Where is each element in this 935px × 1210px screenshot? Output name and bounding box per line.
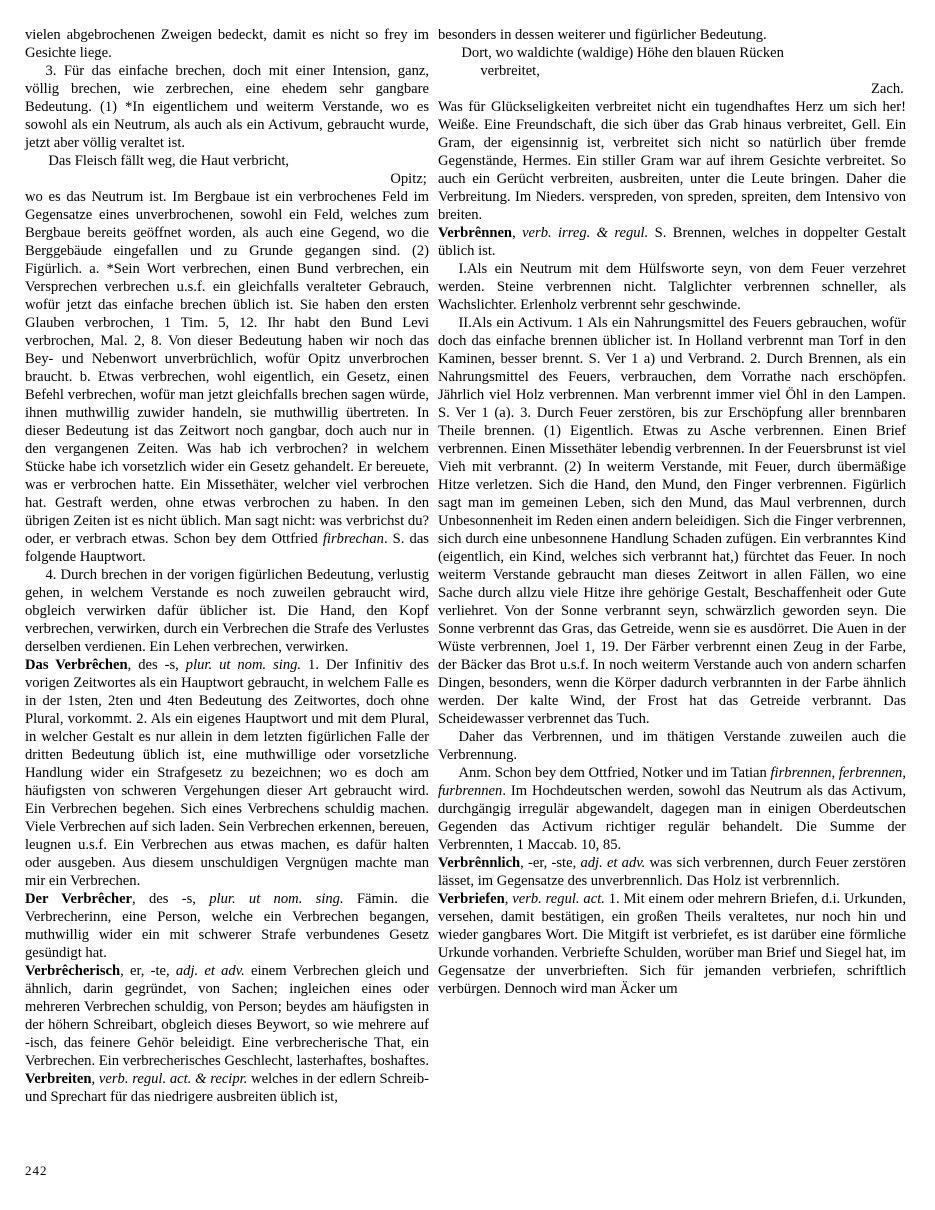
text-run: verb. regul. act. & recipr.	[98, 1071, 248, 1087]
quote-line	[438, 44, 906, 62]
text-run: Verbreiten	[25, 1071, 92, 1087]
quote-line	[438, 62, 906, 80]
quote-attribution	[25, 170, 429, 188]
text-run: Daher das Verbrennen, und im thätigen Verstande zuweilen auch die Verbrennung.	[438, 729, 906, 763]
text-run: , er, -te,	[120, 963, 176, 979]
text-run: was sich verbrennen, durch Feuer zerstören lässet, im Gegensatze des unverbrennlich. Das Holz ist verbrennlich.	[438, 855, 907, 889]
entry-der-verbrecher	[25, 890, 429, 962]
text-run: 1. Mit einem oder mehrern Briefen, d.i. Urkunden, versehen, damit bestätigen, ein großen Theils veraltetes, nur noch hin und wieder gangbares Wort. Die Mitgift ist verbriefet, es ist darüber eine förmliche Urkunde vorhanden. Verbriefte Schulden, worüber man Brief und Siegel hat, im Gegensatze der unverbrieften. Sich für jemanden verbriefen, schriftlich verbürgen. Dennoch wird man Äcker um	[438, 891, 907, 997]
paragraph-examples	[438, 98, 906, 224]
paragraph-sense-4	[25, 566, 429, 656]
text-run: welches in der edlern Schreib- und Sprechart für das niedrigere ausbreiten üblich ist,	[25, 1071, 429, 1105]
paragraph-anmerkung	[438, 764, 906, 854]
entry-das-verbrechen	[25, 656, 429, 890]
text-run: adj. et adv.	[175, 963, 245, 979]
column-right	[438, 26, 906, 998]
text-run: I.Als ein Neutrum mit dem Hülfsworte seyn, von dem Feuer verzehret werden. Steine verbrennen nicht. Talglichter verbrennen schneller, als Wachslichter. Erlenholz verbrennt sehr geschwinde.	[438, 261, 906, 313]
text-run: vielen abgebrochenen Zweigen bedeckt, damit es nicht so frey im Gesichte liege.	[25, 27, 429, 61]
text-run: Opitz;	[390, 171, 427, 187]
text-run: firbrennen, ferbrennen, furbrennen	[438, 765, 906, 799]
text-run: Verbrêcherisch	[25, 963, 121, 979]
text-run: verb. regul. act.	[512, 891, 605, 907]
entry-verbrennen	[438, 224, 906, 260]
text-run: S. Brennen, welches in doppelter Gestalt üblich ist.	[438, 225, 906, 259]
text-run: Verbrênnlich	[438, 855, 521, 871]
text-run: verbreitet,	[480, 63, 540, 79]
text-run: Was für Glückseligkeiten verbreitet nicht ein tugendhaftes Herz um sich her! Weiße. Eine Freundschaft, die sich über das Grab hinaus verbreitet, Gell. Ein Gram, der eigensinnig ist, verbreitet sich nicht so natürlich über fremde Gegenstände, Hermes. Ein stiller Gram war auf ihrem Gesichte verbreitet. So auch ein Gerücht verbreiten, ausbreiten, unter die Leute bringen. Daher die Verbreitung. Im Nieders. verspreden, von spreden, spreiten, dem Intensivo von breiten.	[438, 99, 906, 223]
text-run: , des -s,	[127, 657, 186, 673]
paragraph-continuation	[25, 26, 429, 62]
entry-verbrecherisch	[25, 962, 429, 1070]
text-run: 4. Durch brechen in der vorigen figürlichen Bedeutung, verlustig gehen, in welchem Verstande es noch zuweilen gebraucht wird, obgleich verwirken dafür üblicher ist. Die Hand, den Kopf verbrechen, verwirken, durch ein Verbrechen die Strafe des Verlustes derselben verdienen. Ein Lehen verbrechen, verwirken.	[25, 567, 429, 655]
paragraph-neutrum	[25, 188, 429, 566]
paragraph-continuation	[438, 26, 906, 44]
text-run: ,	[504, 891, 513, 907]
text-run: plur. ut nom. sing.	[185, 657, 302, 673]
text-run: ,	[91, 1071, 99, 1087]
text-run: plur. ut nom. sing.	[209, 891, 344, 907]
text-run: 3. Für das einfache brechen, doch mit einer Intension, ganz, völlig brechen, wie zerbrechen, eine ehedem sehr gangbare Bedeutung. (1) *In eigentlichem und weiterm Verstande, wo es sowohl als ein Neutrum, als auch als ein Activum, gebraucht wurde, jetzt aber völlig veraltet ist.	[25, 63, 429, 151]
text-run: , -er, -ste,	[520, 855, 581, 871]
quote-line	[25, 152, 429, 170]
text-run: adj. et adv.	[580, 855, 646, 871]
entry-verbrennlich	[438, 854, 906, 890]
page-number: 242	[25, 1163, 48, 1178]
text-run: Verbrênnen	[438, 225, 513, 241]
paragraph-sense-3	[25, 62, 429, 152]
text-run: Zach.	[870, 81, 904, 97]
text-run: 1. Der Infinitiv des vorigen Zeitwortes als ein Hauptwort gebraucht, in welchem Falle es in der 1sten, 2ten und 4ten Bedeutung des Zeitwortes, doch ohne Plural, vorkommt. 2. Als ein eigenes Hauptwort und mit dem Plural, in welcher Gestalt es nur allein in dem letzten figürlichen Falle der dritten Bedeutung üblich ist, eine muthwillige oder vorsetzliche Handlung wider ein Strafgesetz zu bezeichnen; wo es doch am häufigsten von schweren Vergehungen dieser Art gebraucht wird. Ein Verbrechen begehen. Sich eines Verbrechens schuldig machen. Viele Verbrechen auf sich laden. Sein Verbrechen erkennen, bereuen, leugnen u.s.f. Ein Verbrechen aus etwas machen, es dafür halten oder ausgeben. Aus diesem unschuldigen Vergnügen machte man mir ein Verbrechen.	[25, 657, 429, 889]
entry-verbreiten	[25, 1070, 429, 1106]
text-run: Das Fleisch fällt weg, die Haut verbricht,	[48, 153, 290, 169]
paragraph-activum	[438, 314, 906, 728]
text-run: besonders in dessen weiterer und figürlicher Bedeutung.	[438, 27, 767, 43]
text-run: ,	[512, 225, 523, 241]
text-run: wo es das Neutrum ist. Im Bergbaue ist ein verbrochenes Feld im Gegensatze eines unverbrochenen, sowohl ein Feld, welches zum Bergbaue bereits geöffnet worden, als auch eine Gegend, wo die Berggebäude eingefallen und zu Grunde gegangen sind. (2) Figürlich. a. *Sein Wort verbrechen, einen Bund verbrechen, ein Versprechen verbrechen u.s.f. ein gleichfalls veralteter Gebrauch, wofür jetzt das einfache brechen üblich ist. Sie haben den ersten Glauben verbrochen, 1 Tim. 5, 12. Ihr habt den Bund Levi verbrochen, Mal. 2, 8. Von dieser Bedeutung haben wir noch das Bey- und Nebenwort unverbrüchlich, wofür Opitz unverbrochen braucht. b. Etwas verbrechen, wohl eigentlich, ein Gesetz, einen Befehl verbrechen, wofür man jetzt gleichfalls brechen sagen würde, ihnen muthwillig zuwider handeln, sie muthwillig übertreten. In dieser Bedeutung ist das Zeitwort noch gangbar, doch auch nur in den vergangenen Zeiten. Was hab ich verbrochen? in welchem Stücke habe ich vorsetzlich wider ein Gesetz gehandelt. Er bereuete, was er verbrochen hatte. Ein Missethäter, welcher viel verbrochen hat. Gestraft werden, ohne etwas verbrochen zu haben. In den übrigen Zeiten ist es nicht üblich. Man sagt nicht: was verbrichst du? oder, er verbrach etwas. Schon bey dem Ottfried	[25, 189, 429, 547]
paragraph-daher	[438, 728, 906, 764]
text-run: Anm. Schon bey dem Ottfried, Notker und im Tatian	[458, 765, 771, 781]
text-run: . Im Hochdeutschen werden, sowohl das Neutrum als das Activum, durchgängig irregulär abgewandelt, dagegen man in einigen Oberdeutschen Gegenden das Activum richtiger regulär behandelt. Die Summe der Verbrennten, 1 Maccab. 10, 85.	[438, 783, 906, 853]
text-run: . S. das folgende Hauptwort.	[25, 531, 429, 565]
text-run: II.Als ein Activum. 1 Als ein Nahrungsmittel des Feuers gebrauchen, wofür doch das einfache brennen üblicher ist. In Holland verbrennt man Torf in den Kaminen, besser brennt. S. Ver 1 a) und Verbrand. 2. Durch Brennen, als ein Nahrungsmittel des Feuers, verbrauchen, dem Vorrathe nach erschöpfen. Jährlich viel Holz verbrennen. Man verbrennt immer viel Öhl in den Lampen. S. Ver 1 (a). 3. Durch Feuer zerstören, bis zur Erschöpfung aller brennbaren Theile brennen. (1) Eigentlich. Etwas zu Asche verbrennen. Einen Brief verbrennen. Einen Missethäter lebendig verbrennen. In der Feuersbrunst ist viel Vieh mit verbrannt. (2) In weiterm Verstande, mit Feuer, durch übermäßige Hitze verletzen. Sich die Hand, den Mund, den Finger verbrennen. Figürlich sagt man im gemeinen Leben, sich den Mund, das Maul verbrennen, durch Unbesonnenheit im Reden einen andern beleidigen. Sich die Finger verbrennen, sich durch eine unbesonnene Handlung Schaden zufügen. Ein verbranntes Kind (eigentlich, ein Kind, welches sich verbrannt hat,) fürchtet das Feuer. In noch weiterm Verstande gebraucht man dieses Zeitwort in allen Fällen, wo eine Sache durch allzu viele Hitze ihre gehörige Gestalt, Beschaffenheit oder Gute verliehret. Von der Sonne verbrannt seyn, schwärzlich geworden seyn. Die Sonne verbrennt das Gras, das Getreide, wenn sie es ausdörret. Die Auen in der Wüste verbrennen, Joel 1, 19. Der Färber verbrennt einen Zeug in der Farbe, der Bäcker das Brot u.s.f. In noch weiterm Verstande auch von andern scharfen Dingen, besonders, wenn die Körper dadurch verbrannten in der Farbe ähnlich werden. Der kalte Wind, der Frost hat das Getreide verbrannt. Das Scheidewasser verbrennet das Tuch.	[438, 315, 906, 727]
entry-verbriefen	[438, 890, 906, 998]
text-run: Verbriefen	[438, 891, 505, 907]
paragraph-neutrum	[438, 260, 906, 314]
text-run: Dort, wo waldichte (waldige) Höhe den blauen Rücken	[461, 45, 784, 61]
text-run: Fämin. die Verbrecherinn, eine Person, welche ein Verbrechen begangen, muthwillig wider ein mit schwerer Strafe verbundenes Gesetz gesündigt hat.	[25, 891, 429, 961]
text-run: firbrechan	[322, 531, 384, 547]
text-run: Das Verbrêchen	[25, 657, 128, 673]
text-run: , des -s,	[132, 891, 210, 907]
text-run: einem Verbrechen gleich und ähnlich, darin gegründet, von Sachen; ingleichen eines oder mehreren Verbrechen schuldig, von Person; beydes am häufigsten in der höhern Schreibart, obgleich dieses Beywort, so wie mehrere auf -isch, das feinere Gehör beleidigt. Eine verbrecherische That, ein Verbrechen. Ein verbrecherisches Geschlecht, lasterhaftes, boshaftes.	[25, 963, 429, 1069]
quote-attribution	[438, 80, 906, 98]
text-run: Der Verbrêcher	[25, 891, 133, 907]
column-left	[25, 26, 429, 1106]
text-run: verb. irreg. & regul.	[522, 225, 649, 241]
